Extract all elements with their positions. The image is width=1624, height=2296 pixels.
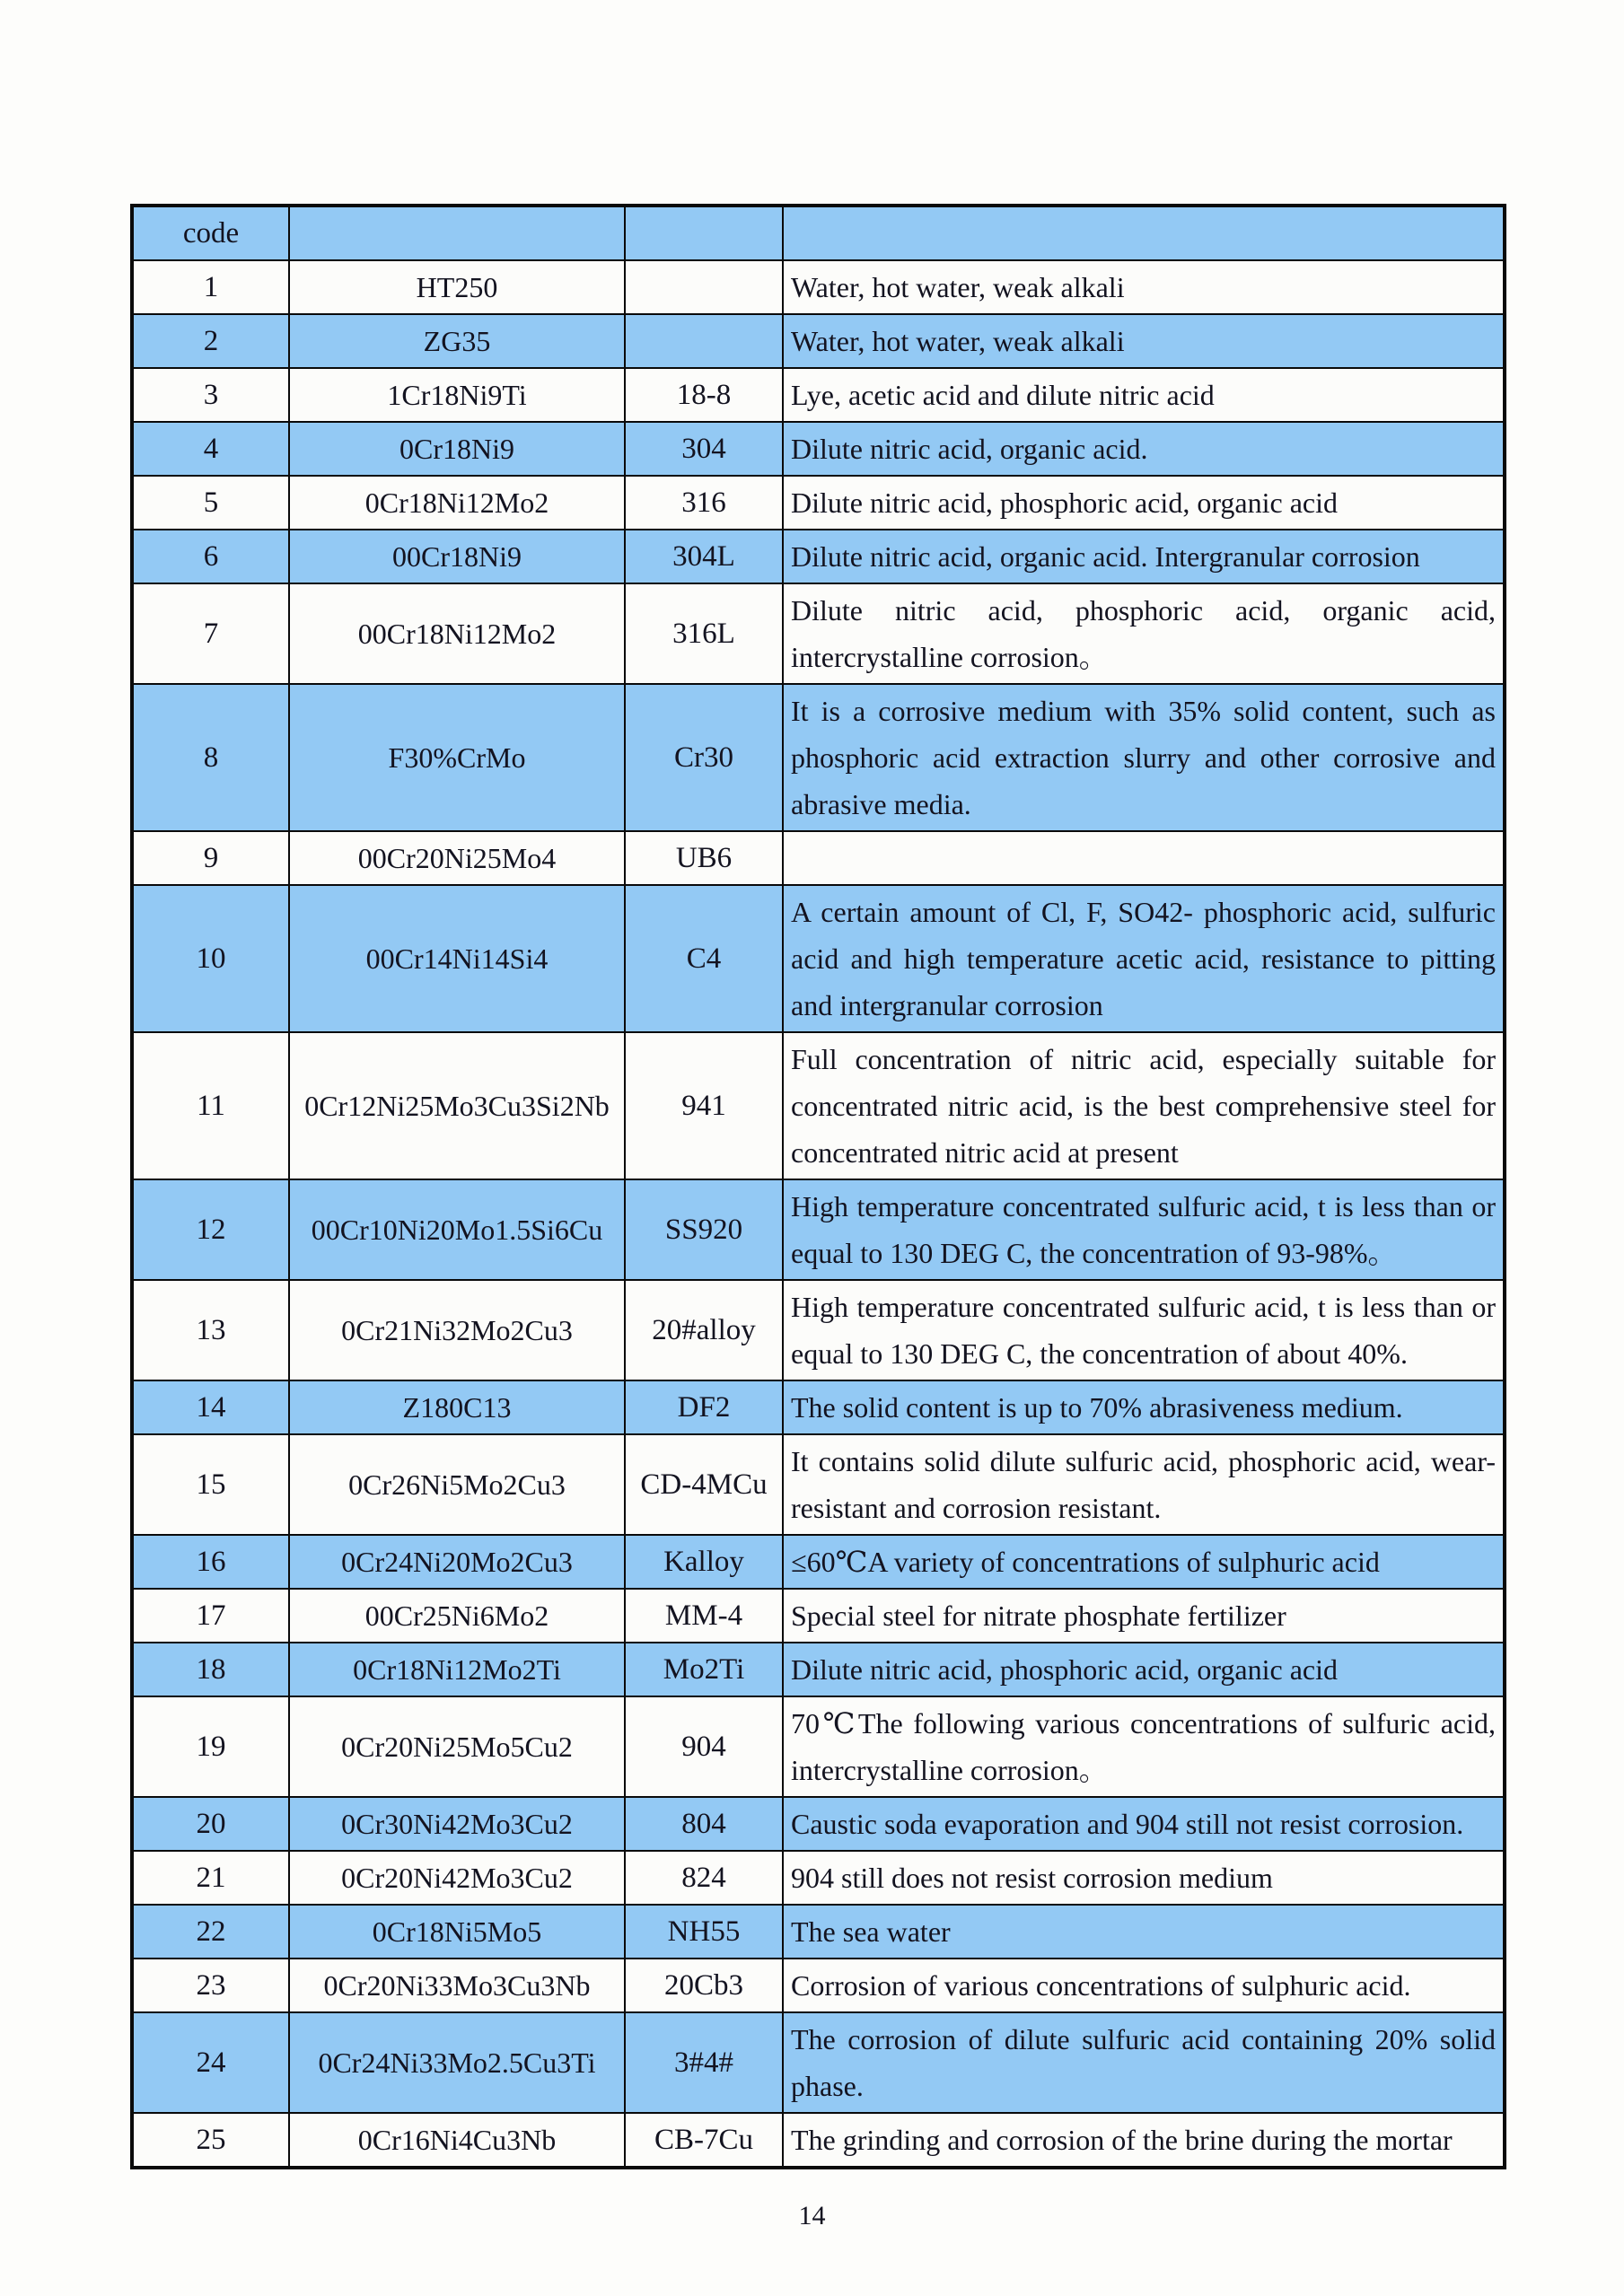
- alloy-cell: CB-7Cu: [625, 2113, 783, 2168]
- code-cell: 23: [132, 1959, 289, 2012]
- material-cell: 0Cr16Ni4Cu3Nb: [289, 2113, 625, 2168]
- alloy-cell: 3#4#: [625, 2012, 783, 2113]
- header-cell-col1: code: [132, 206, 289, 260]
- material-cell: 0Cr21Ni32Mo2Cu3: [289, 1280, 625, 1380]
- table-row: [132, 314, 1505, 368]
- table-row: [132, 368, 1505, 422]
- code-cell: 11: [132, 1032, 289, 1179]
- header-cell-col4: [783, 206, 1505, 260]
- medium-cell: Dilute nitric acid, phosphoric acid, organic acid: [783, 476, 1505, 530]
- code-cell: 16: [132, 1535, 289, 1589]
- alloy-cell: 316L: [625, 583, 783, 684]
- code-cell: 20: [132, 1797, 289, 1851]
- alloy-cell: MM-4: [625, 1589, 783, 1643]
- medium-cell: Corrosion of various concentrations of sulphuric acid.: [783, 1959, 1505, 2012]
- medium-cell: The sea water: [783, 1905, 1505, 1959]
- material-cell: 00Cr18Ni9: [289, 530, 625, 583]
- table-row: [132, 1643, 1505, 1696]
- material-cell: 0Cr18Ni12Mo2: [289, 476, 625, 530]
- material-cell: 0Cr24Ni33Mo2.5Cu3Ti: [289, 2012, 625, 2113]
- medium-cell: High temperature concentrated sulfuric acid, t is less than or equal to 130 DEG C, the concentration of 93-98%。: [783, 1179, 1505, 1280]
- material-cell: Z180C13: [289, 1380, 625, 1434]
- table-row: [132, 260, 1505, 314]
- medium-cell: A certain amount of Cl, F, SO42- phosphoric acid, sulfuric acid and high temperature acetic acid, resistance to pitting and intergranular corrosion: [783, 885, 1505, 1032]
- table-row: [132, 1851, 1505, 1905]
- medium-cell: Special steel for nitrate phosphate fertilizer: [783, 1589, 1505, 1643]
- alloy-cell: SS920: [625, 1179, 783, 1280]
- medium-cell: Dilute nitric acid, organic acid.: [783, 422, 1505, 476]
- code-cell: 3: [132, 368, 289, 422]
- material-cell: 00Cr25Ni6Mo2: [289, 1589, 625, 1643]
- code-cell: 25: [132, 2113, 289, 2168]
- table-row: [132, 1905, 1505, 1959]
- alloy-cell: NH55: [625, 1905, 783, 1959]
- header-cell-col3: [625, 206, 783, 260]
- medium-cell: Caustic soda evaporation and 904 still not resist corrosion.: [783, 1797, 1505, 1851]
- table-row: [132, 583, 1505, 684]
- code-cell: 13: [132, 1280, 289, 1380]
- material-cell: 00Cr18Ni12Mo2: [289, 583, 625, 684]
- code-cell: 6: [132, 530, 289, 583]
- code-cell: 2: [132, 314, 289, 368]
- materials-table: [130, 204, 1506, 2169]
- alloy-cell: Mo2Ti: [625, 1643, 783, 1696]
- material-cell: 0Cr18Ni9: [289, 422, 625, 476]
- code-cell: 9: [132, 831, 289, 885]
- code-cell: 7: [132, 583, 289, 684]
- material-cell: ZG35: [289, 314, 625, 368]
- table-row: [132, 1696, 1505, 1797]
- medium-cell: 904 still does not resist corrosion medium: [783, 1851, 1505, 1905]
- code-cell: 14: [132, 1380, 289, 1434]
- table-row: [132, 1032, 1505, 1179]
- code-cell: 21: [132, 1851, 289, 1905]
- table-row: [132, 530, 1505, 583]
- code-cell: 12: [132, 1179, 289, 1280]
- material-cell: HT250: [289, 260, 625, 314]
- code-cell: 8: [132, 684, 289, 831]
- alloy-cell: 304: [625, 422, 783, 476]
- medium-cell: Dilute nitric acid, phosphoric acid, organic acid: [783, 1643, 1505, 1696]
- alloy-cell: [625, 314, 783, 368]
- table-row: [132, 1179, 1505, 1280]
- material-cell: 0Cr18Ni12Mo2Ti: [289, 1643, 625, 1696]
- alloy-cell: 304L: [625, 530, 783, 583]
- alloy-cell: C4: [625, 885, 783, 1032]
- alloy-cell: 18-8: [625, 368, 783, 422]
- medium-cell: The solid content is up to 70% abrasiveness medium.: [783, 1380, 1505, 1434]
- code-cell: 24: [132, 2012, 289, 2113]
- material-cell: 1Cr18Ni9Ti: [289, 368, 625, 422]
- alloy-cell: 20Cb3: [625, 1959, 783, 2012]
- materials-table-body: [132, 206, 1505, 2168]
- code-cell: 4: [132, 422, 289, 476]
- alloy-cell: [625, 260, 783, 314]
- medium-cell: High temperature concentrated sulfuric acid, t is less than or equal to 130 DEG C, the concentration of about 40%.: [783, 1280, 1505, 1380]
- alloy-cell: 941: [625, 1032, 783, 1179]
- code-cell: 5: [132, 476, 289, 530]
- medium-cell: The grinding and corrosion of the brine during the mortar: [783, 2113, 1505, 2168]
- material-cell: 0Cr20Ni42Mo3Cu2: [289, 1851, 625, 1905]
- medium-cell: Water, hot water, weak alkali: [783, 260, 1505, 314]
- table-row: [132, 2113, 1505, 2168]
- medium-cell: ≤60℃A variety of concentrations of sulphuric acid: [783, 1535, 1505, 1589]
- code-cell: 17: [132, 1589, 289, 1643]
- alloy-cell: Kalloy: [625, 1535, 783, 1589]
- alloy-cell: 316: [625, 476, 783, 530]
- table-row: [132, 1380, 1505, 1434]
- material-cell: 0Cr24Ni20Mo2Cu3: [289, 1535, 625, 1589]
- table-row: [132, 1434, 1505, 1535]
- table-row: [132, 1589, 1505, 1643]
- alloy-cell: 804: [625, 1797, 783, 1851]
- table-row: [132, 1535, 1505, 1589]
- alloy-cell: 20#alloy: [625, 1280, 783, 1380]
- material-cell: 00Cr14Ni14Si4: [289, 885, 625, 1032]
- code-cell: 22: [132, 1905, 289, 1959]
- material-cell: 0Cr12Ni25Mo3Cu3Si2Nb: [289, 1032, 625, 1179]
- medium-cell: Full concentration of nitric acid, especially suitable for concentrated nitric acid, is the best comprehensive steel for concentrated nitric acid at present: [783, 1032, 1505, 1179]
- medium-cell: Dilute nitric acid, phosphoric acid, organic acid, intercrystalline corrosion。: [783, 583, 1505, 684]
- medium-cell: Water, hot water, weak alkali: [783, 314, 1505, 368]
- table-row: [132, 422, 1505, 476]
- material-cell: 00Cr10Ni20Mo1.5Si6Cu: [289, 1179, 625, 1280]
- medium-cell: It is a corrosive medium with 35% solid content, such as phosphoric acid extraction slurry and other corrosive and abrasive media.: [783, 684, 1505, 831]
- page-number: 14: [798, 2201, 826, 2230]
- medium-cell: 70℃The following various concentrations of sulfuric acid, intercrystalline corrosion。: [783, 1696, 1505, 1797]
- alloy-cell: UB6: [625, 831, 783, 885]
- table-row: [132, 1280, 1505, 1380]
- material-cell: 00Cr20Ni25Mo4: [289, 831, 625, 885]
- table-row: [132, 476, 1505, 530]
- alloy-cell: 824: [625, 1851, 783, 1905]
- medium-cell: Dilute nitric acid, organic acid. Intergranular corrosion: [783, 530, 1505, 583]
- alloy-cell: CD-4MCu: [625, 1434, 783, 1535]
- code-cell: 15: [132, 1434, 289, 1535]
- table-row: [132, 1959, 1505, 2012]
- alloy-cell: Cr30: [625, 684, 783, 831]
- material-cell: 0Cr30Ni42Mo3Cu2: [289, 1797, 625, 1851]
- material-cell: 0Cr26Ni5Mo2Cu3: [289, 1434, 625, 1535]
- alloy-cell: DF2: [625, 1380, 783, 1434]
- table-row: [132, 831, 1505, 885]
- code-cell: 18: [132, 1643, 289, 1696]
- medium-cell: The corrosion of dilute sulfuric acid containing 20% solid phase.: [783, 2012, 1505, 2113]
- material-cell: F30%CrMo: [289, 684, 625, 831]
- material-cell: 0Cr20Ni25Mo5Cu2: [289, 1696, 625, 1797]
- header-cell-col2: [289, 206, 625, 260]
- medium-cell: [783, 831, 1505, 885]
- medium-cell: It contains solid dilute sulfuric acid, phosphoric acid, wear-resistant and corrosion resistant.: [783, 1434, 1505, 1535]
- material-cell: 0Cr20Ni33Mo3Cu3Nb: [289, 1959, 625, 2012]
- code-cell: 1: [132, 260, 289, 314]
- table-row: [132, 1797, 1505, 1851]
- material-cell: 0Cr18Ni5Mo5: [289, 1905, 625, 1959]
- medium-cell: Lye, acetic acid and dilute nitric acid: [783, 368, 1505, 422]
- alloy-cell: 904: [625, 1696, 783, 1797]
- table-row: [132, 684, 1505, 831]
- code-cell: 19: [132, 1696, 289, 1797]
- header-row: [132, 206, 1505, 260]
- code-cell: 10: [132, 885, 289, 1032]
- table-row: [132, 885, 1505, 1032]
- table-row: [132, 2012, 1505, 2113]
